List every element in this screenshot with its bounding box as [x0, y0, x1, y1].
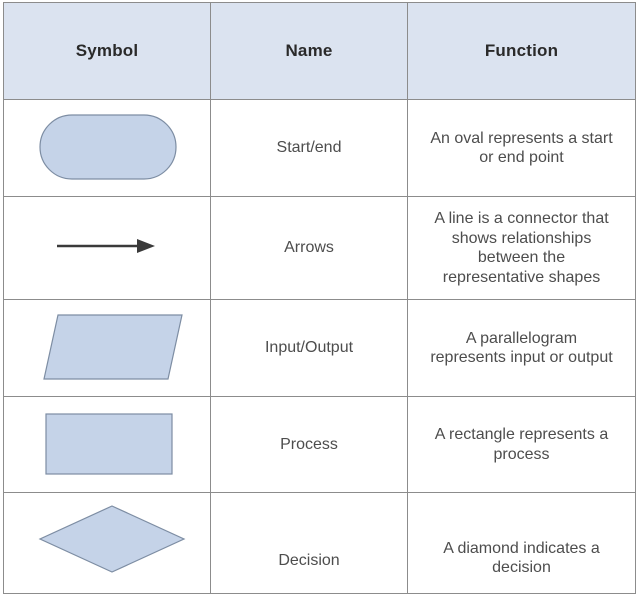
name-cell: Input/Output — [211, 300, 408, 397]
function-cell — [408, 100, 636, 197]
oval-symbol-icon — [4, 100, 211, 196]
table-row — [4, 300, 636, 397]
function-line: shows relationships — [451, 229, 592, 247]
symbol-cell — [4, 397, 211, 493]
header-name: Name — [211, 3, 408, 100]
table-row — [4, 197, 636, 300]
function-line: represents input or output — [430, 349, 613, 366]
header-function: Function — [408, 3, 636, 100]
function-cell — [408, 300, 636, 397]
flowchart-symbols-table — [3, 2, 636, 594]
function-line: between the — [477, 249, 566, 266]
function-line: A diamond indicates a — [443, 539, 600, 557]
name-cell: Start/end — [211, 100, 408, 197]
oval-shape — [40, 115, 176, 179]
function-cell — [408, 493, 636, 594]
symbol-cell — [4, 197, 211, 300]
function-cell — [408, 397, 636, 493]
table-row — [4, 100, 636, 197]
function-line: process — [493, 445, 550, 463]
function-line: or end point — [479, 149, 564, 166]
function-line: representative shapes — [442, 268, 601, 286]
table-row — [4, 397, 636, 493]
function-line: A rectangle represents a — [434, 426, 609, 443]
table-row — [4, 493, 636, 594]
name-cell — [211, 493, 408, 594]
symbol-cell — [4, 300, 211, 397]
function-cell — [408, 197, 636, 300]
function-line: A line is a connector that — [434, 210, 609, 227]
function-line: An oval represents a start — [430, 129, 613, 147]
rectangle-shape — [46, 414, 172, 474]
parallelogram-symbol-icon — [4, 300, 211, 396]
arrow-head — [137, 239, 155, 253]
diamond-shape — [40, 506, 184, 572]
parallelogram-shape — [44, 315, 182, 379]
decision-name-label: Decision — [278, 552, 340, 569]
diamond-symbol-icon — [4, 493, 211, 593]
symbol-cell — [4, 100, 211, 197]
name-cell: Process — [211, 397, 408, 493]
name-cell: Arrows — [211, 197, 408, 300]
function-line: A parallelogram — [465, 329, 578, 347]
arrow-symbol-icon — [4, 197, 211, 299]
rectangle-symbol-icon — [4, 397, 211, 492]
function-text — [414, 509, 629, 578]
function-line: decision — [492, 559, 551, 576]
symbol-cell — [4, 493, 211, 594]
header-symbol: Symbol — [4, 3, 211, 100]
table-header-row — [4, 3, 636, 100]
